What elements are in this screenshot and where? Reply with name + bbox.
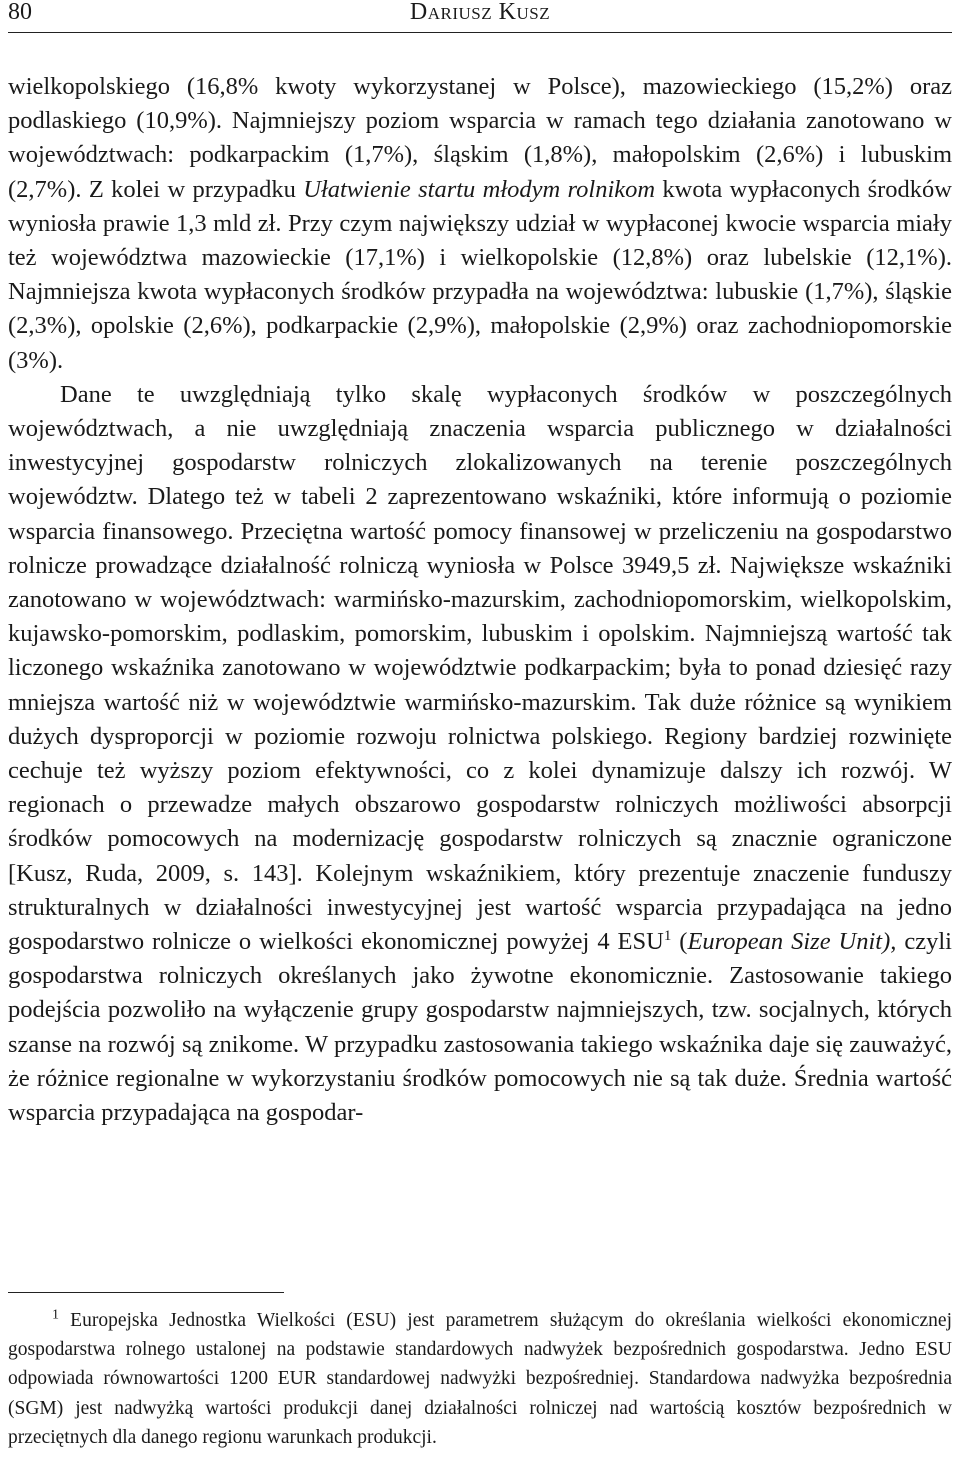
paragraph-1 (8, 70, 952, 378)
paragraph-2 (8, 378, 952, 1130)
paragraph-1-text-a: wielkopolskiego (16,8% kwoty wykorzystanej w Polsce), mazowieckiego (15,2%) oraz podlaskiego (10,9%). Najmniejszy poziom wsparcia w ramach tego działania zanotowano w województwach: podkarpackim (1,7%), śląskim (1,8%), małopolskim (2,6%) i lubuskim (2,7%). Z kolei w przypadku (8, 73, 952, 203)
footnote-1 (8, 1306, 952, 1452)
running-head-author: Dariusz Kusz (409, 0, 551, 25)
footnotes (8, 1306, 952, 1452)
paragraph-2-text-a: Dane te uwzględniają tylko skalę wypłaconych środków w poszczególnych województwach, a nie uwzględniają znaczenia wsparcia publicznego w działalności inwestycyjnej gospodarstw rolniczych zlokalizowanych na terenie poszczególnych województw. Dlatego też w tabeli 2 zaprezentowano wskaźniki, które informują o poziomie wsparcia finansowego. Przeciętna wartość pomocy finansowej w przeliczeniu na gospodarstwo rolnicze prowadzące działalność rolniczą wyniosła w Polsce 3949,5 zł. Największe wskaźniki zanotowano w województwach: warmińsko-mazurskim, zachodniopomorskim, wielkopolskim, kujawsko-pomorskim, podlaskim, pomorskim, lubuskim i opolskim. Najmniejszą wartość tak liczonego wskaźnika zanotowano w województwie podkarpackim; była to ponad dziesięć razy mniejsza wartość niż w województwie warmińsko-mazurskim. Tak duże różnice są wynikiem dużych dysproporcji w poziomie rozwoju rolnictwa polskiego. Regiony bardziej rozwinięte cechuje też wyższy poziom efektywności, co z kolei dynamizuje dalszy ich rozwój. W regionach o przewadze małych obszarowo gospodarstw rolniczych możliwości absorpcji środków pomocowych na modernizację gospodarstw rolniczych są znacznie ograniczone [Kusz, Ruda, 2009, s. 143]. Kolejnym wskaźnikiem, który prezentuje znaczenie funduszy strukturalnych w działalności inwestycyjnej jest wartość wsparcia przypadająca na jedno gospodarstwo rolnicze o wielkości ekonomicznej powyżej 4 ESU (8, 380, 952, 956)
paragraph-1-italic-title: Ułatwienie startu młodym rolnikom (303, 175, 656, 203)
main-text (8, 70, 952, 1130)
book-page (8, 0, 952, 1483)
footnote-separator (8, 1292, 284, 1293)
paragraph-2-text-c: czyli gospodarstwa rolniczych określanych jako żywotne ekonomicznie. Zastosowanie takiego podejścia pozwoliło na wyłączenie grupy gospodarstw najmniejszych, tzw. socjalnych, których szanse na rozwój są znikome. W przypadku zastosowania takiego wskaźnika daje się zauważyć, że różnice regionalne w wykorzystaniu środków pomocowych nie są tak duże. Średnia wartość wsparcia przypadająca na gospodar- (8, 928, 952, 1127)
footnote-mark: 1 (52, 1307, 59, 1323)
footnote-reference[interactable]: 1 (663, 927, 672, 944)
page-number: 80 (8, 0, 32, 25)
header-rule (8, 32, 952, 33)
paragraph-2-text-b: ( (671, 928, 688, 956)
footnote-1-text: Europejska Jednostka Wielkości (ESU) jest parametrem służącym do określania wielkości ekonomicznej gospodarstwa rolnego ustalonej na podstawie standardowych nadwyżek bezpośrednich gospodarstwa. Jedno ESU odpowiada równowartości 1200 EUR standardowej nadwyżki bezpośredniej. Standardowa nadwyżka bezpośrednia (SGM) jest nadwyżką wartości produkcji danej działalności rolniczej nad wartością kosztów bezpośrednich w przeciętnych dla danego regionu warunkach produkcji. (8, 1310, 952, 1448)
paragraph-2-italic-term: European Size Unit), (687, 928, 897, 956)
paragraph-1-text-b: kwota wypłaconych środków wyniosła prawie 1,3 mld zł. Przy czym największy udział w wypłaconej kwocie wsparcia miały też województwa mazowieckie (17,1%) i wielkopolskie (12,8%) oraz lubelskie (12,1%). Najmniejsza kwota wypłaconych środków przypadła na województwa: lubuskie (1,7%), śląskie (2,3%), opolskie (2,6%), podkarpackie (2,9%), małopolskie (2,9%) oraz zachodniopomorskie (3%). (8, 175, 952, 374)
page-header (8, 0, 952, 30)
